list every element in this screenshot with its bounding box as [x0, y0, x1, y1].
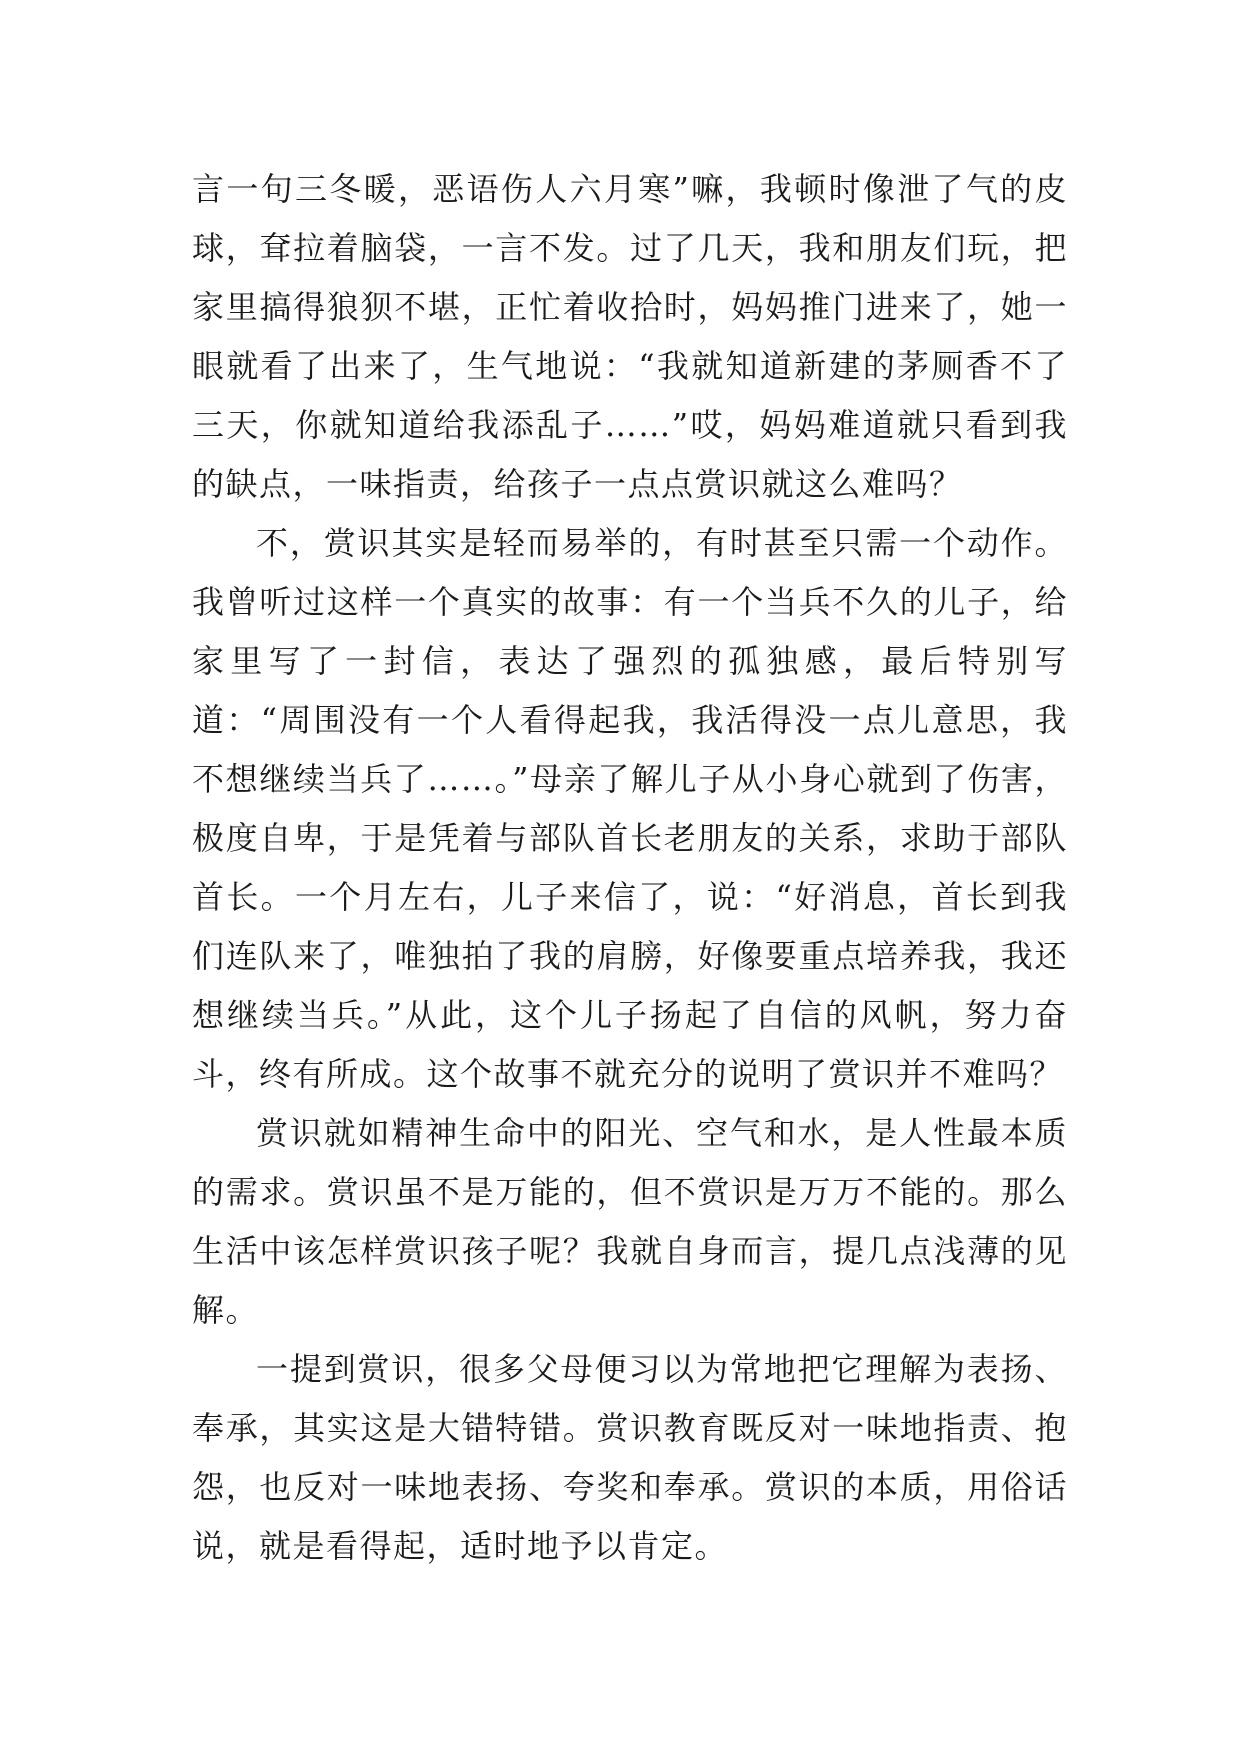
- document-body: [192, 160, 1068, 1576]
- paragraph-4: 一提到赏识，很多父母便习以为常地把它理解为表扬、奉承，其实这是大错特错。赏识教育既反对一味地指责、抱怨，也反对一味地表扬、夸奖和奉承。赏识的本质，用俗话说，就是看得起，适时地予以肯定。: [192, 1350, 1068, 1565]
- paragraph-1: 言一句三冬暖，恶语伤人六月寒”嘛，我顿时像泄了气的皮球，耷拉着脑袋，一言不发。过了几天，我和朋友们玩，把家里搞得狼狈不堪，正忙着收拾时，妈妈推门进来了，她一眼就看了出来了，生气地说：“我就知道新建的茅厕香不了三天，你就知道给我添乱子……”哎，妈妈难道就只看到我的缺点，一味指责，给孩子一点点赏识就这么难吗？: [192, 170, 1068, 503]
- paragraph-3: 赏识就如精神生命中的阳光、空气和水，是人性最本质的需求。赏识虽不是万能的，但不赏识是万万不能的。那么生活中该怎样赏识孩子呢？我就自身而言，提几点浅薄的见解。: [192, 1114, 1068, 1329]
- paragraph-2: 不，赏识其实是轻而易举的，有时甚至只需一个动作。我曾听过这样一个真实的故事：有一个当兵不久的儿子，给家里写了一封信，表达了强烈的孤独感，最后特别写道：“周围没有一个人看得起我，我活得没一点儿意思，我不想继续当兵了……。”母亲了解儿子从小身心就到了伤害，极度自卑，于是凭着与部队首长老朋友的关系，求助于部队首长。一个月左右，儿子来信了，说：“好消息，首长到我们连队来了，唯独拍了我的肩膀，好像要重点培养我，我还想继续当兵。”从此，这个儿子扬起了自信的风帆，努力奋斗，终有所成。这个故事不就充分的说明了赏识并不难吗？: [192, 524, 1068, 1093]
